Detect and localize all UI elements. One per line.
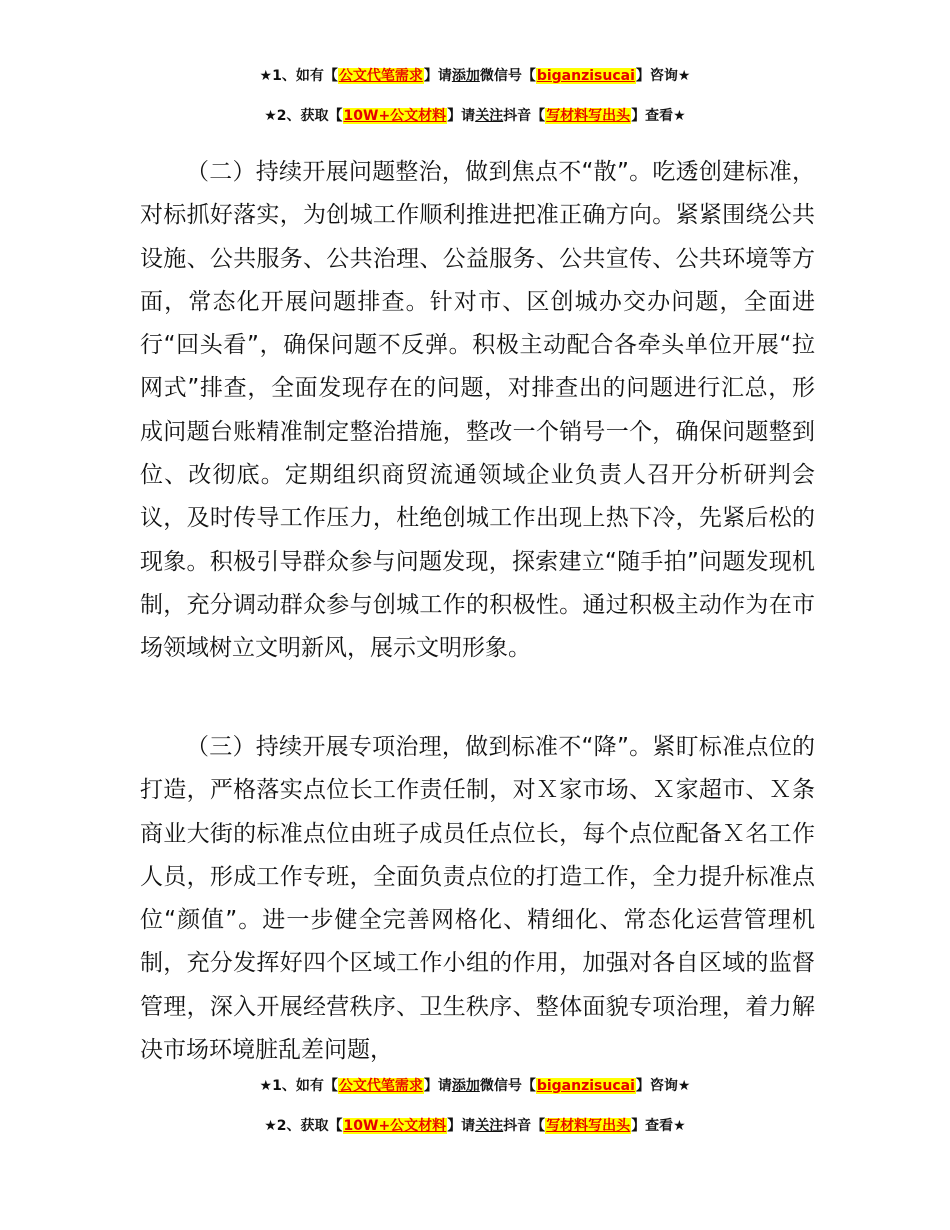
footer-ad-line-2	[0, 1116, 950, 1136]
header-ad-line-2	[0, 106, 950, 126]
ad-highlight-douyin-account: 写材料写出头	[546, 1118, 631, 1134]
ad-underlined-word: 添加	[451, 68, 480, 84]
ad-suffix: 】咨询★	[635, 68, 691, 84]
ad-underlined-word: 关注	[475, 1118, 504, 1134]
ad-highlight-service: 公文代笔需求	[338, 68, 423, 84]
ad-highlight-service: 公文代笔需求	[338, 1078, 423, 1094]
ad-highlight-wechat-id: biganzisucai	[536, 68, 635, 84]
ad-highlight-materials: 10W+公文材料	[343, 108, 447, 124]
ad-suffix: 】查看★	[631, 1118, 686, 1134]
ad-prefix: ★1、如有【	[259, 1078, 338, 1094]
ad-highlight-douyin-account: 写材料写出头	[546, 108, 631, 124]
ad-text: 抖音【	[503, 1118, 546, 1134]
ad-text: 】请	[423, 1078, 452, 1094]
ad-prefix: ★1、如有【	[259, 68, 338, 84]
ad-text: 】请	[423, 68, 452, 84]
body-paragraph-3: （三）持续开展专项治理，做到标准不“降”。紧盯标准点位的打造，严格落实点位长工作责任制，对Ｘ家市场、Ｘ家超市、Ｘ条商业大街的标准点位由班子成员任点位长，每个点位配备Ｘ名工作人员，形成工作专班，全面负责点位的打造工作，全力提升标准点位“颜值”。进一步健全完善网格化、精细化、常态化运营管理机制，充分发挥好四个区域工作小组的作用，加强对各自区域的监督管理，深入开展经营秩序、卫生秩序、整体面貌专项治理，着力解决市场环境脏乱差问题，	[140, 734, 815, 1064]
ad-text: 微信号【	[479, 68, 536, 84]
ad-underlined-word: 关注	[475, 108, 504, 124]
ad-text: 】请	[447, 1118, 476, 1134]
ad-suffix: 】咨询★	[635, 1078, 691, 1094]
ad-suffix: 】查看★	[631, 108, 686, 124]
footer-ad-line-1	[0, 1076, 950, 1096]
body-paragraph-2: （二）持续开展问题整治，做到焦点不“散”。吃透创建标准，对标抓好落实，为创城工作顺利推进把准正确方向。紧紧围绕公共设施、公共服务、公共治理、公益服务、公共宣传、公共环境等方面，常态化开展问题排查。针对市、区创城办交办问题，全面进行“回头看”，确保问题不反弹。积极主动配合各牵头单位开展“拉网式”排查，全面发现存在的问题，对排查出的问题进行汇总，形成问题台账精准制定整治措施，整改一个销号一个，确保问题整到位、改彻底。定期组织商贸流通领域企业负责人召开分析研判会议，及时传导工作压力，杜绝创城工作出现上热下冷，先紧后松的现象。积极引导群众参与问题发现，探索建立“随手拍”问题发现机制，充分调动群众参与创城工作的积极性。通过积极主动作为在市场领域树立文明新风，展示文明形象。	[140, 159, 815, 662]
ad-prefix: ★2、获取【	[264, 1118, 343, 1134]
ad-underlined-word: 添加	[451, 1078, 480, 1094]
ad-text: 微信号【	[479, 1078, 536, 1094]
ad-text: 抖音【	[503, 108, 546, 124]
ad-prefix: ★2、获取【	[264, 108, 343, 124]
ad-text: 】请	[447, 108, 476, 124]
ad-highlight-wechat-id: biganzisucai	[536, 1078, 635, 1094]
ad-highlight-materials: 10W+公文材料	[343, 1118, 447, 1134]
header-ad-line-1	[0, 66, 950, 86]
